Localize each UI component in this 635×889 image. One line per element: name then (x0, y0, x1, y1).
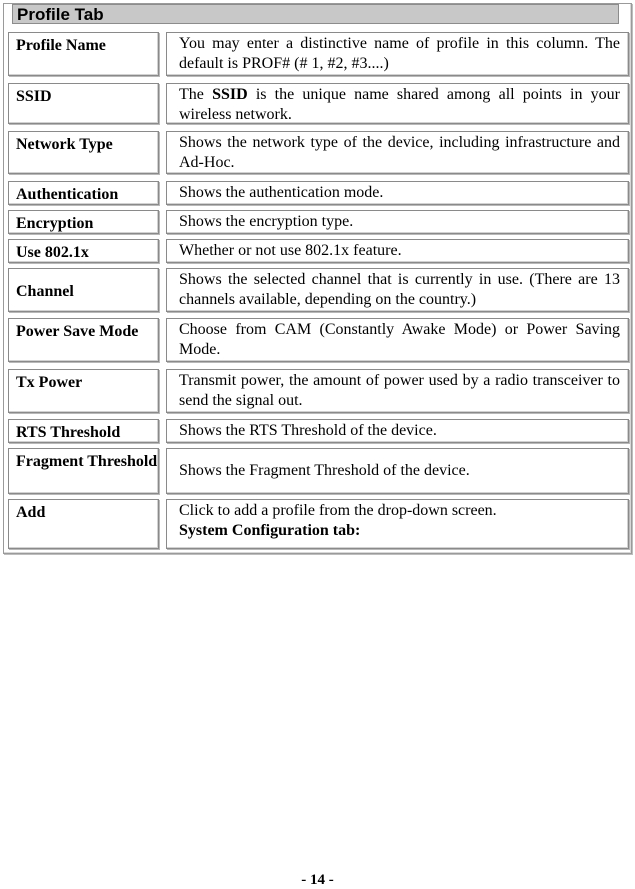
system-configuration-heading: System Configuration tab: (179, 522, 361, 539)
row-desc-network-type: Shows the network type of the device, including infrastructure and Ad-Hoc. (166, 131, 629, 174)
row-label-authentication: Authentication (8, 181, 159, 205)
row-desc-ssid (166, 83, 629, 124)
ssid-desc-suffix: is the unique name shared among all points in your wireless network. (179, 86, 621, 123)
page-number: - 14 - (301, 872, 334, 888)
row-desc-profile-name: You may enter a distinctive name of profile in this column. The default is PROF# (# 1, #2, #3....) (166, 32, 629, 76)
row-label-tx-power: Tx Power (8, 369, 159, 413)
row-label-power-save-mode: Power Save Mode (8, 318, 159, 362)
row-label-add: Add (8, 499, 159, 549)
row-label-encryption: Encryption (8, 210, 159, 234)
row-label-network-type: Network Type (8, 131, 159, 174)
row-label-profile-name: Profile Name (8, 32, 159, 76)
row-desc-tx-power: Transmit power, the amount of power used by a radio transceiver to send the signal out. (166, 369, 629, 413)
row-desc-add (166, 499, 629, 549)
row-desc-power-save-mode: Choose from CAM (Constantly Awake Mode) or Power Saving Mode. (166, 318, 629, 362)
section-title: Profile Tab (12, 4, 619, 24)
row-label-ssid: SSID (8, 83, 159, 124)
add-desc-text: Click to add a profile from the drop-down screen. (179, 502, 497, 519)
row-desc-channel: Shows the selected channel that is currently in use. (There are 13 channels available, depending on the country.) (166, 268, 629, 312)
row-label-channel: Channel (8, 268, 159, 312)
ssid-desc-prefix: The (179, 86, 213, 103)
row-label-rts-threshold: RTS Threshold (8, 419, 159, 443)
row-desc-fragment-threshold: Shows the Fragment Threshold of the device. (166, 448, 629, 494)
row-desc-authentication: Shows the authentication mode. (166, 181, 629, 205)
row-label-fragment-threshold: Fragment Threshold (8, 448, 159, 494)
row-label-use-8021x: Use 802.1x (8, 239, 159, 263)
row-desc-encryption: Shows the encryption type. (166, 210, 629, 234)
ssid-desc-bold: SSID (212, 86, 248, 103)
row-desc-use-8021x: Whether or not use 802.1x feature. (166, 239, 629, 263)
row-desc-rts-threshold: Shows the RTS Threshold of the device. (166, 419, 629, 443)
